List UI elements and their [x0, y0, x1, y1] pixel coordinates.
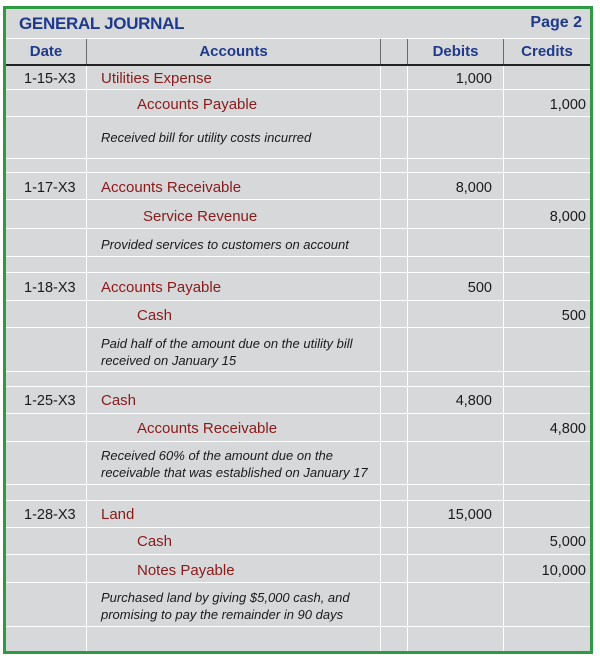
credit-account: Cash [137, 533, 173, 550]
entry-memo: Purchased land by giving $5,000 cash, and promising to pay the remainder in 90 days [101, 590, 350, 622]
row-line [6, 256, 590, 257]
row-line [6, 441, 590, 442]
entry-date: 1-25-X3 [24, 393, 76, 409]
general-journal [3, 6, 593, 654]
debit-amount: 500 [467, 280, 492, 296]
entry-memo: Received 60% of the amount due on the receivable that was established on January 17 [101, 448, 368, 480]
grid-line [407, 66, 408, 651]
debits-column-header: Debits [432, 43, 479, 60]
row-line [6, 582, 590, 583]
row-line [6, 371, 590, 372]
journal-title-bar [6, 9, 590, 39]
row-line [6, 413, 590, 414]
credit-account: Accounts Receivable [137, 420, 278, 437]
entry-date: 1-15-X3 [24, 71, 76, 87]
debit-amount: 15,000 [447, 507, 492, 523]
row-line [6, 500, 590, 501]
debit-account: Land [101, 506, 135, 523]
grid-line [503, 39, 504, 64]
credit-account: Service Revenue [143, 208, 258, 225]
entry-date: 1-28-X3 [24, 507, 76, 523]
grid-line [380, 39, 381, 64]
debit-amount: 8,000 [455, 180, 492, 196]
row-line [6, 300, 590, 301]
credits-column-header: Credits [521, 43, 573, 60]
row-line [6, 626, 590, 627]
debit-amount: 4,800 [455, 393, 492, 409]
entry-memo: Paid half of the amount due on the utility bill received on January 15 [101, 336, 353, 368]
page-number: Page 2 [530, 14, 582, 31]
accounts-column-header: Accounts [199, 43, 268, 60]
credit-amount: 1,000 [549, 97, 586, 113]
entry-date: 1-17-X3 [24, 180, 76, 196]
row-line [6, 386, 590, 387]
row-line [6, 158, 590, 159]
row-line [6, 484, 590, 485]
entry-memo: Received bill for utility costs incurred [101, 130, 312, 145]
debit-account: Utilities Expense [101, 70, 212, 87]
grid-line [380, 66, 381, 651]
row-line [6, 89, 590, 90]
grid-line [407, 39, 408, 64]
credit-account: Accounts Payable [137, 96, 258, 113]
credit-amount: 4,800 [549, 421, 586, 437]
row-line [6, 199, 590, 200]
row-line [6, 172, 590, 173]
row-line [6, 327, 590, 328]
grid-line [86, 39, 87, 64]
credit-amount: 10,000 [541, 563, 586, 579]
credit-account: Cash [137, 307, 173, 324]
date-column-header: Date [29, 43, 63, 60]
entry-memo: Provided services to customers on account [101, 237, 349, 252]
debit-account: Accounts Payable [101, 279, 222, 296]
credit-account: Notes Payable [137, 562, 235, 579]
row-line [6, 272, 590, 273]
row-line [6, 554, 590, 555]
credit-amount: 5,000 [549, 534, 586, 550]
row-line [6, 116, 590, 117]
journal-title: GENERAL JOURNAL [19, 14, 185, 33]
debit-account: Accounts Receivable [101, 179, 242, 196]
row-line [6, 228, 590, 229]
row-line [6, 527, 590, 528]
credit-amount: 500 [561, 308, 586, 324]
debit-account: Cash [101, 392, 137, 409]
debit-amount: 1,000 [455, 71, 492, 87]
credit-amount: 8,000 [549, 209, 586, 225]
grid-line [86, 66, 87, 651]
entry-date: 1-18-X3 [24, 280, 76, 296]
